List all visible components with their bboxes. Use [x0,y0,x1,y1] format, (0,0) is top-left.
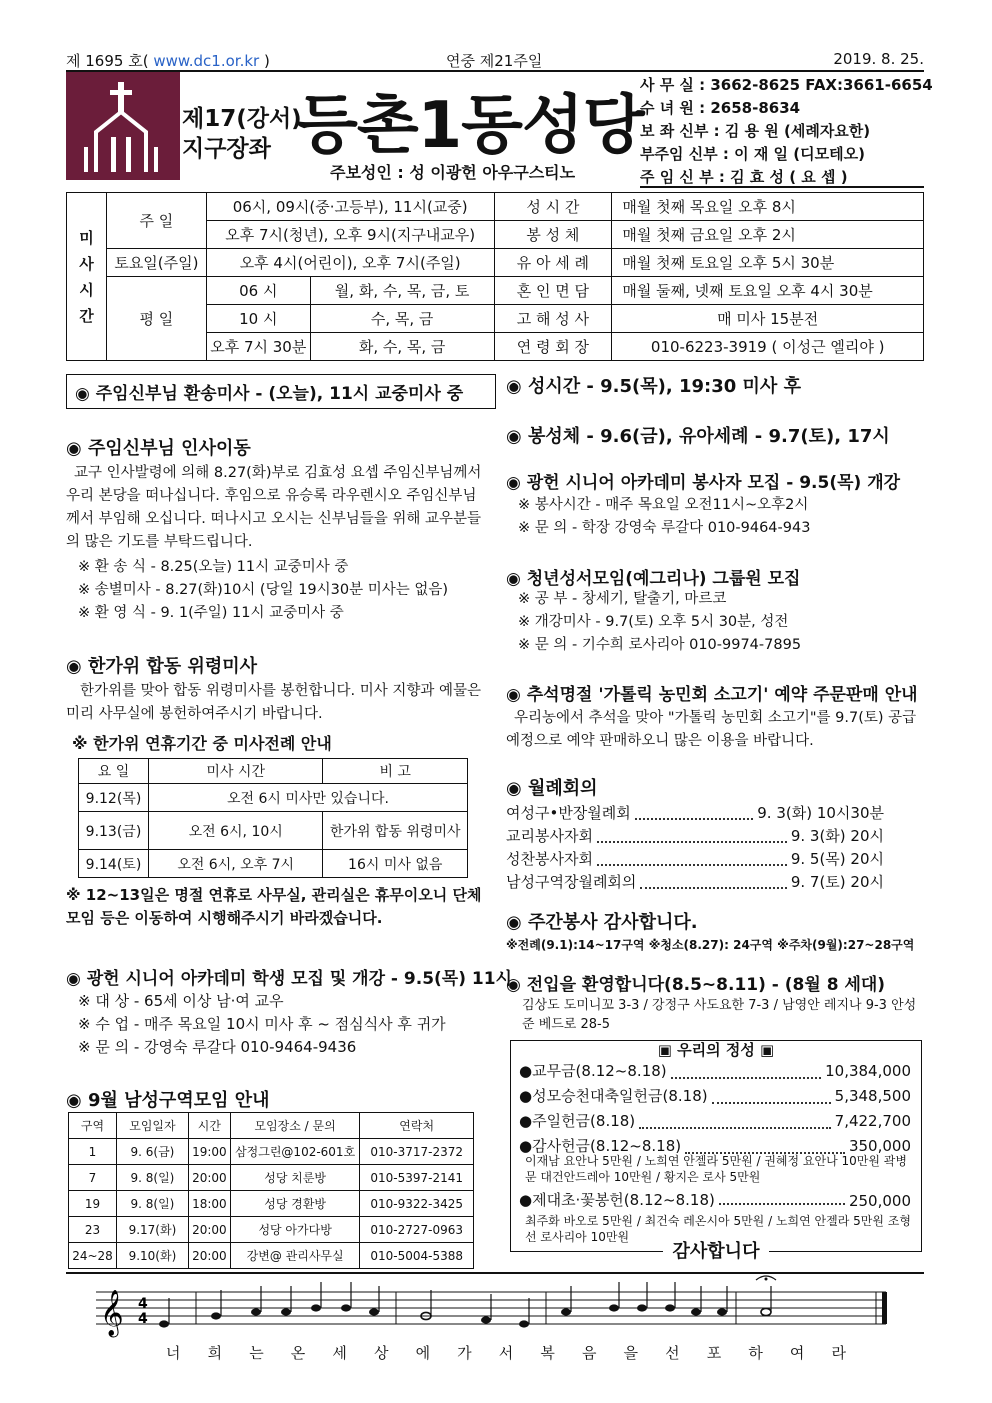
weekly-service-heading: ◉ 주간봉사 감사합니다. [506,912,698,933]
list-item: ●성모승천대축일헌금(8.18) 5,348,500 [519,1087,911,1105]
thanks-donors: 이재남 요안나 5만원 / 노희연 안젤라 5만원 / 권혜정 요안나 10만원 곽병문 대건안드레아 10만원 / 황지은 로사 5만원 [525,1154,907,1184]
table-row: 19 9. 8(일) 18:00 성당 경환방 010-9322-3425 [69,1191,474,1217]
monthly-meeting-heading: ◉ 월례회의 [506,778,598,799]
volunteer-details: ※ 봉사시간 - 매주 목요일 오전11시~오후2시 ※ 문 의 - 학장 강영숙 루갈다 010-9464-943 [518,497,811,536]
patron-saint: 주보성인 : 성 이광헌 아우구스티노 [330,163,576,182]
issue-number: 제 1695 호( [66,52,149,70]
district-meeting-heading: ◉ 9월 남성구역모임 안내 [66,1090,270,1111]
list-item: ●교무금(8.12~8.18) 10,384,000 [519,1062,911,1080]
holy-hour-heading: ◉ 성시간 - 9.5(목), 19:30 미사 후 [506,376,801,397]
transfer-body: 교구 인사발령에 의해 8.27(화)부로 김효성 요셉 주임신부님께서 우리 본당을 떠나십니다. 후임으로 유승록 라우렌시오 주임신부님께서 부임해 오십니다. 떠나시고 오시는 신부님들을 위해 교우분들의 많은 기도를 부탁드립니다. [66,465,482,550]
communion-heading: ◉ 봉성체 - 9.6(금), 유아세례 - 9.7(토), 17시 [506,426,890,447]
welcome-body: 김상도 도미니꼬 3-3 / 강정구 사도요한 7-3 / 남영안 레지나 9-3 안성준 베드로 28-5 [522,998,917,1032]
table-row: 23 9.17(화) 20:00 성당 아가다방 010-2727-0963 [69,1217,474,1243]
table-row: 24~28 9.10(화) 20:00 강변@ 관리사무실 010-5004-5388 [69,1243,474,1269]
mass-side-label: 미 사 시 간 [67,193,107,361]
bible-group-heading: ◉ 청년성서모임(예그리나) 그룹원 모집 [506,569,801,589]
list-item: 남성구역장월례회의 9. 7(토) 20시 [506,873,884,891]
list-item: 여성구•반장월례회 9. 3(화) 10시30분 [506,804,884,822]
table-row: 1 9. 6(금) 19:00 삼정그린@102-601호 010-3717-2372 [69,1139,474,1165]
svg-text:4: 4 [138,1311,148,1327]
contact-info: 사 무 실 : 3662-8625 FAX:3661-6654 수 녀 원 : 2658-8634 보 좌 신부 : 김 용 원 (세례자요한) 부주임 신부 : 이 재 일 (디모테오) 주 임 신 부 : 김 효 성 ( 요 셉 ) [640,76,933,186]
sunday-label: 주 일 [106,193,206,249]
beef-sale-heading: ◉ 추석명절 '가톨릭 농민회 소고기' 예약 주문판매 안내 [506,685,918,705]
farewell-mass-heading: ◉ 주임신부님 환송미사 - (오늘), 11시 교중미사 중 [66,374,496,409]
svg-text:𝄞: 𝄞 [100,1290,124,1336]
list-item: ●주일헌금(8.18) 7,422,700 [519,1112,911,1130]
chuseok-heading: ◉ 한가위 합동 위령미사 [66,656,257,677]
issue-close: ) [263,52,270,70]
svg-text:4: 4 [138,1296,148,1312]
church-url-link[interactable]: www.dc1.or.kr [153,52,260,70]
weekday-label: 평 일 [106,277,206,361]
list-item: 교리봉사자회 9. 3(화) 20시 [506,827,884,845]
beef-sale-body: 우리농에서 추석을 맞아 "가톨릭 농민회 소고기"를 9.7(토) 공급예정으로 예약 판매하오니 많은 이용을 바랍니다. [506,710,917,749]
offerings-box [510,1040,922,1262]
list-item: 성찬봉사자회 9. 5(목) 20시 [506,850,884,868]
holiday-table: 요 일 미사 시간 비 고 9.12(목) 오전 6시 미사만 있습니다. 9.13(금) 오전 6시, 10시 한가위 합동 위령미사 9.14(토) 오전 6시, 오후 7시 16시 미사 없음 [78,758,468,878]
district-name: 제17(강서) 지구장좌 [182,106,302,162]
issue-date: 2019. 8. 25. [833,50,924,68]
contact-rule [640,186,924,188]
saturday-times: 오후 4시(어린이), 오후 7시(주일) [206,249,494,277]
header-line [66,50,924,71]
offerings-title: ▣ 우리의 정성 ▣ [657,1041,775,1059]
holiday-heading: ※ 한가위 연휴기간 중 미사전례 안내 [72,734,332,753]
table-row: 7 9. 8(일) 20:00 성당 치룬방 010-5397-2141 [69,1165,474,1191]
transfer-schedule: ※ 환 송 식 - 8.25(오늘) 11시 교중미사 중 ※ 송별미사 - 8.27(화)10시 (당일 19시30분 미사는 없음) ※ 환 영 식 - 9. 1(주일) 11시 교중미사 중 [78,559,449,621]
hymn-lyrics: 너 희 는 온 세 상 에 가 서 복 음 을 선 포 하 여 라 [166,1344,846,1362]
monthly-meeting-list [506,802,884,894]
list-item: ●제대초·꽃봉헌(8.12~8.18) 250,000 [519,1191,911,1210]
top-rule [66,70,924,72]
hymn-staff [66,1272,924,1372]
mass-schedule-table: 미 사 시 간 주 일 06시, 09시(중·고등부), 11시(교중) 성 시 간 매월 첫째 목요일 오후 8시 오후 7시(청년), 오후 9시(지구내교우) 봉 성 체 매월 첫째 금요일 오후 2시 토요일(주일) 오후 4시(어린이), 오후 7시(주일) 유 아 세 례 매월 첫째 토요일 오후 5시 30분 평 일 06 시 월, 화, 수, 목, 금, 토 혼 인 면 담 매월 둘째, 넷째 토요일 오후 4시 30분 10 시 수, 목, 금 고 해 성 사 매 미사 15분전 오후 7시 30분 화, 수, 목, 금 연 령 회 장 010-6223-3919 ( 이성근 엘리야 ) [66,192,924,361]
list-item: ●감사헌금(8.12~8.18) 350,000 [519,1137,911,1155]
academy-details: ※ 대 상 - 65세 이상 남·여 교우 ※ 수 업 - 매주 목요일 10시 미사 후 ~ 점심식사 후 귀가 ※ 문 의 - 강영숙 루갈다 010-9464-9436 [78,992,446,1056]
church-logo-icon [66,72,180,180]
bible-group-details: ※ 공 부 - 창세기, 탈출기, 마르코 ※ 개강미사 - 9.7(토) 오후 5시 30분, 성전 ※ 문 의 - 기수희 로사리아 010-9974-7895 [518,591,802,653]
saturday-label: 토요일(주일) [106,249,206,277]
academy-heading: ◉ 광헌 시니어 아카데미 학생 모집 및 개강 - 9.5(목) 11시 [66,969,512,989]
candle-donors: 최주화 바오로 5만원 / 최건숙 레온시아 5만원 / 노희연 안젤라 5만원 조형선 로사리아 10만원 [525,1214,911,1244]
transfer-heading: ◉ 주임신부님 인사이동 [66,438,251,459]
liturgical-week: 연중 제21주일 [446,52,543,70]
volunteer-heading: ◉ 광헌 시니어 아카데미 봉사자 모집 - 9.5(목) 개강 [506,473,901,493]
church-title: 등촌1동성당 [296,89,644,163]
chuseok-body: 한가위를 맞아 합동 위령미사를 봉헌합니다. 미사 지향과 예물은 미리 사무실에 봉헌하여주시기 바랍니다. [66,683,482,722]
weekly-service-body: ※전례(9.1):14~17구역 ※청소(8.27): 24구역 ※주차(9월):27~28구역 [506,938,915,952]
sunday-times-1: 06시, 09시(중·고등부), 11시(교중) [206,193,494,221]
music-staff-icon [66,1272,924,1342]
offerings-footer: 감사합니다 [663,1241,770,1262]
district-meeting-table: 구역 모임일자 시간 모임장소 / 문의 연락처 1 9. 6(금) 19:00 삼정그린@102-601호 010-3717-2372 7 9. 8(일) 20:00 성당 치룬방 010-5397-2141 19 9. 8(일) 18:00 성당 경환방 010-9322-3425 23 9.17(화) 20:00 성당 아가다방 010-2727-0963 24~28 9.10(화) 20:00 강변@ 관리사무실 010-5004-5388 [68,1112,474,1269]
sunday-times-2: 오후 7시(청년), 오후 9시(지구내교우) [206,221,494,249]
welcome-heading: ◉ 전입을 환영합니다(8.5~8.11) - (8월 8 세대) [506,975,886,995]
holiday-note: ※ 12~13일은 명절 연휴로 사무실, 관리실은 휴무이오니 단체모임 등은 이동하여 시행해주시기 바라겠습니다. [66,886,482,927]
